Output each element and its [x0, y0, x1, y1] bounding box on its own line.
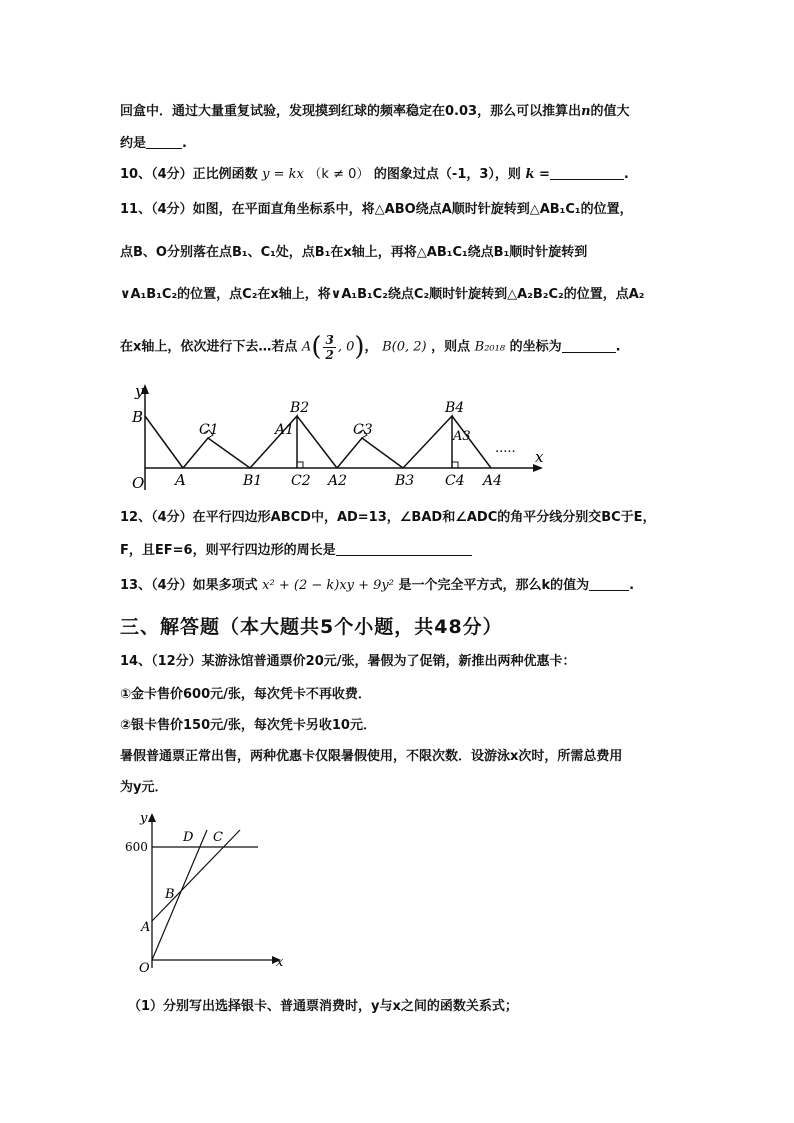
q12-line1: 12、（4分）在平行四边形ABCD中，AD=13，∠BAD和∠ADC的角平分线分别交BC于E， — [120, 510, 656, 525]
q10-prefix: 10、（4分）正比例函数 — [120, 167, 258, 182]
section-heading: 三、解答题（本大题共5个小题，共48分） — [120, 616, 503, 638]
fig1-label-B2: B2 — [290, 400, 310, 416]
q12-line2 — [120, 541, 472, 561]
fig2-label-O: O — [139, 961, 150, 976]
fig1-label-A4: A4 — [483, 473, 503, 489]
q14-line3: ②银卡售价150元/张，每次凭卡另收10元． — [120, 718, 376, 733]
q10-func: y = kx — [262, 167, 304, 182]
q11-text-b: ，则点 — [431, 339, 471, 355]
q11-text-a: 在x轴上，依次进行下去…若点 — [120, 339, 298, 355]
q14-line5: 为y元． — [120, 780, 168, 795]
cost-graph-figure — [125, 808, 295, 978]
q10-mid: 的图象过点（-1，3），则 — [373, 167, 521, 182]
answer-blank — [550, 165, 624, 180]
fig1-label-O: O — [132, 474, 145, 492]
fig1-label-y: y — [135, 382, 144, 400]
q11-sep: ， — [364, 339, 378, 355]
rotation-figure — [125, 378, 555, 498]
fig2-label-600: 600 — [125, 840, 148, 854]
fig1-label-B: B — [132, 408, 144, 426]
fig1-label-C2: C2 — [291, 473, 311, 489]
q9-text-b: 的值大 — [590, 104, 630, 119]
q14-sub1: （1）分别写出选择银卡、普通票消费时，y与x之间的函数关系式； — [128, 999, 518, 1014]
fig1-label-B4: B4 — [445, 400, 465, 416]
answer-blank — [336, 541, 472, 556]
q10-k: k = — [525, 167, 550, 182]
q11-text-c: 的坐标为 — [509, 339, 562, 355]
fig1-label-A3: A3 — [453, 429, 471, 444]
q9-text-a: 回盒中．通过大量重复试验，发现摸到红球的频率稳定在0.03，那么可以推算出 — [120, 104, 582, 119]
fig1-label-B1: B1 — [243, 473, 263, 489]
fig1-label-A2: A2 — [328, 473, 348, 489]
q14-line2: ①金卡售价600元/张，每次凭卡不再收费． — [120, 687, 371, 702]
q9-text-c: 约是 — [120, 136, 147, 151]
q11-end: . — [615, 339, 621, 355]
q11-point-b: B(0, 2) — [382, 339, 427, 355]
fig2-label-y: y — [140, 811, 148, 826]
fig1-ellipsis: ..... — [495, 441, 516, 456]
q11-line1: 11、（4分）如图，在平面直角坐标系中，将△ABO绕点A顺时针旋转到△AB₁C₁的位置， — [120, 202, 633, 217]
q11-line2: 点B、O分别落在点B₁、C₁处，点B₁在x轴上，再将△AB₁C₁绕点B₁顺时针旋转到 — [120, 245, 588, 260]
q9-line1 — [120, 102, 630, 122]
q14-line4: 暑假普通票正常出售，两种优惠卡仅限暑假使用，不限次数．设游泳x次时，所需总费用 — [120, 749, 623, 764]
answer-blank — [562, 338, 616, 353]
q13-end: . — [629, 578, 635, 593]
fig1-label-C1: C1 — [199, 422, 219, 438]
q13-text-a: 13、（4分）如果多项式 — [120, 578, 258, 593]
fig2-label-C: C — [213, 830, 223, 845]
q11-b2018: B₂₀₁₈ — [474, 339, 506, 355]
q13-text-b: 是一个完全平方式，那么k的值为 — [398, 578, 590, 593]
fig1-label-A: A — [175, 471, 186, 489]
q9-n: n — [581, 104, 591, 119]
q13-expression: x² + (2 − k)xy + 9y² — [262, 578, 394, 593]
q10-end: . — [623, 167, 629, 182]
q13 — [120, 576, 634, 596]
answer-blank — [146, 134, 182, 149]
fig1-label-A1: A1 — [275, 422, 295, 438]
q11-fraction: $\frac{3}{2}$ — [325, 332, 334, 362]
q11-point-a: A — [301, 339, 312, 355]
fig1-label-C4: C4 — [445, 473, 465, 489]
q11-line4: 在x轴上，依次进行下去…若点 A( $\frac{3}{2}$ , 0)， B(0, 2) ，则点 B₂₀₁₈ 的坐标为 . — [120, 332, 621, 362]
q11-zero: , 0 — [337, 339, 355, 355]
fig2-label-B: B — [165, 887, 175, 902]
fig1-label-x: x — [535, 448, 544, 466]
q9-line2: 约是 . — [120, 136, 187, 151]
q10-cond: （k ≠ 0） — [308, 167, 370, 182]
fig2-label-D: D — [183, 830, 194, 845]
fig2-label-A: A — [141, 920, 151, 935]
fig2-label-x: x — [276, 955, 284, 970]
answer-blank — [589, 576, 629, 591]
q14-line1: 14、（12分）某游泳馆普通票价20元/张，暑假为了促销，新推出两种优惠卡： — [120, 654, 576, 669]
q12-text: F，且EF=6，则平行四边形的周长是 — [120, 543, 336, 558]
q10 — [120, 165, 629, 185]
q11-line3: ∨A₁B₁C₂的位置，点C₂在x轴上，将∨A₁B₁C₂绕点C₂顺时针旋转到△A₂B₂C₂的位置，点A₂ — [120, 287, 645, 302]
fig1-label-B3: B3 — [395, 473, 415, 489]
fig1-label-C3: C3 — [353, 422, 373, 438]
